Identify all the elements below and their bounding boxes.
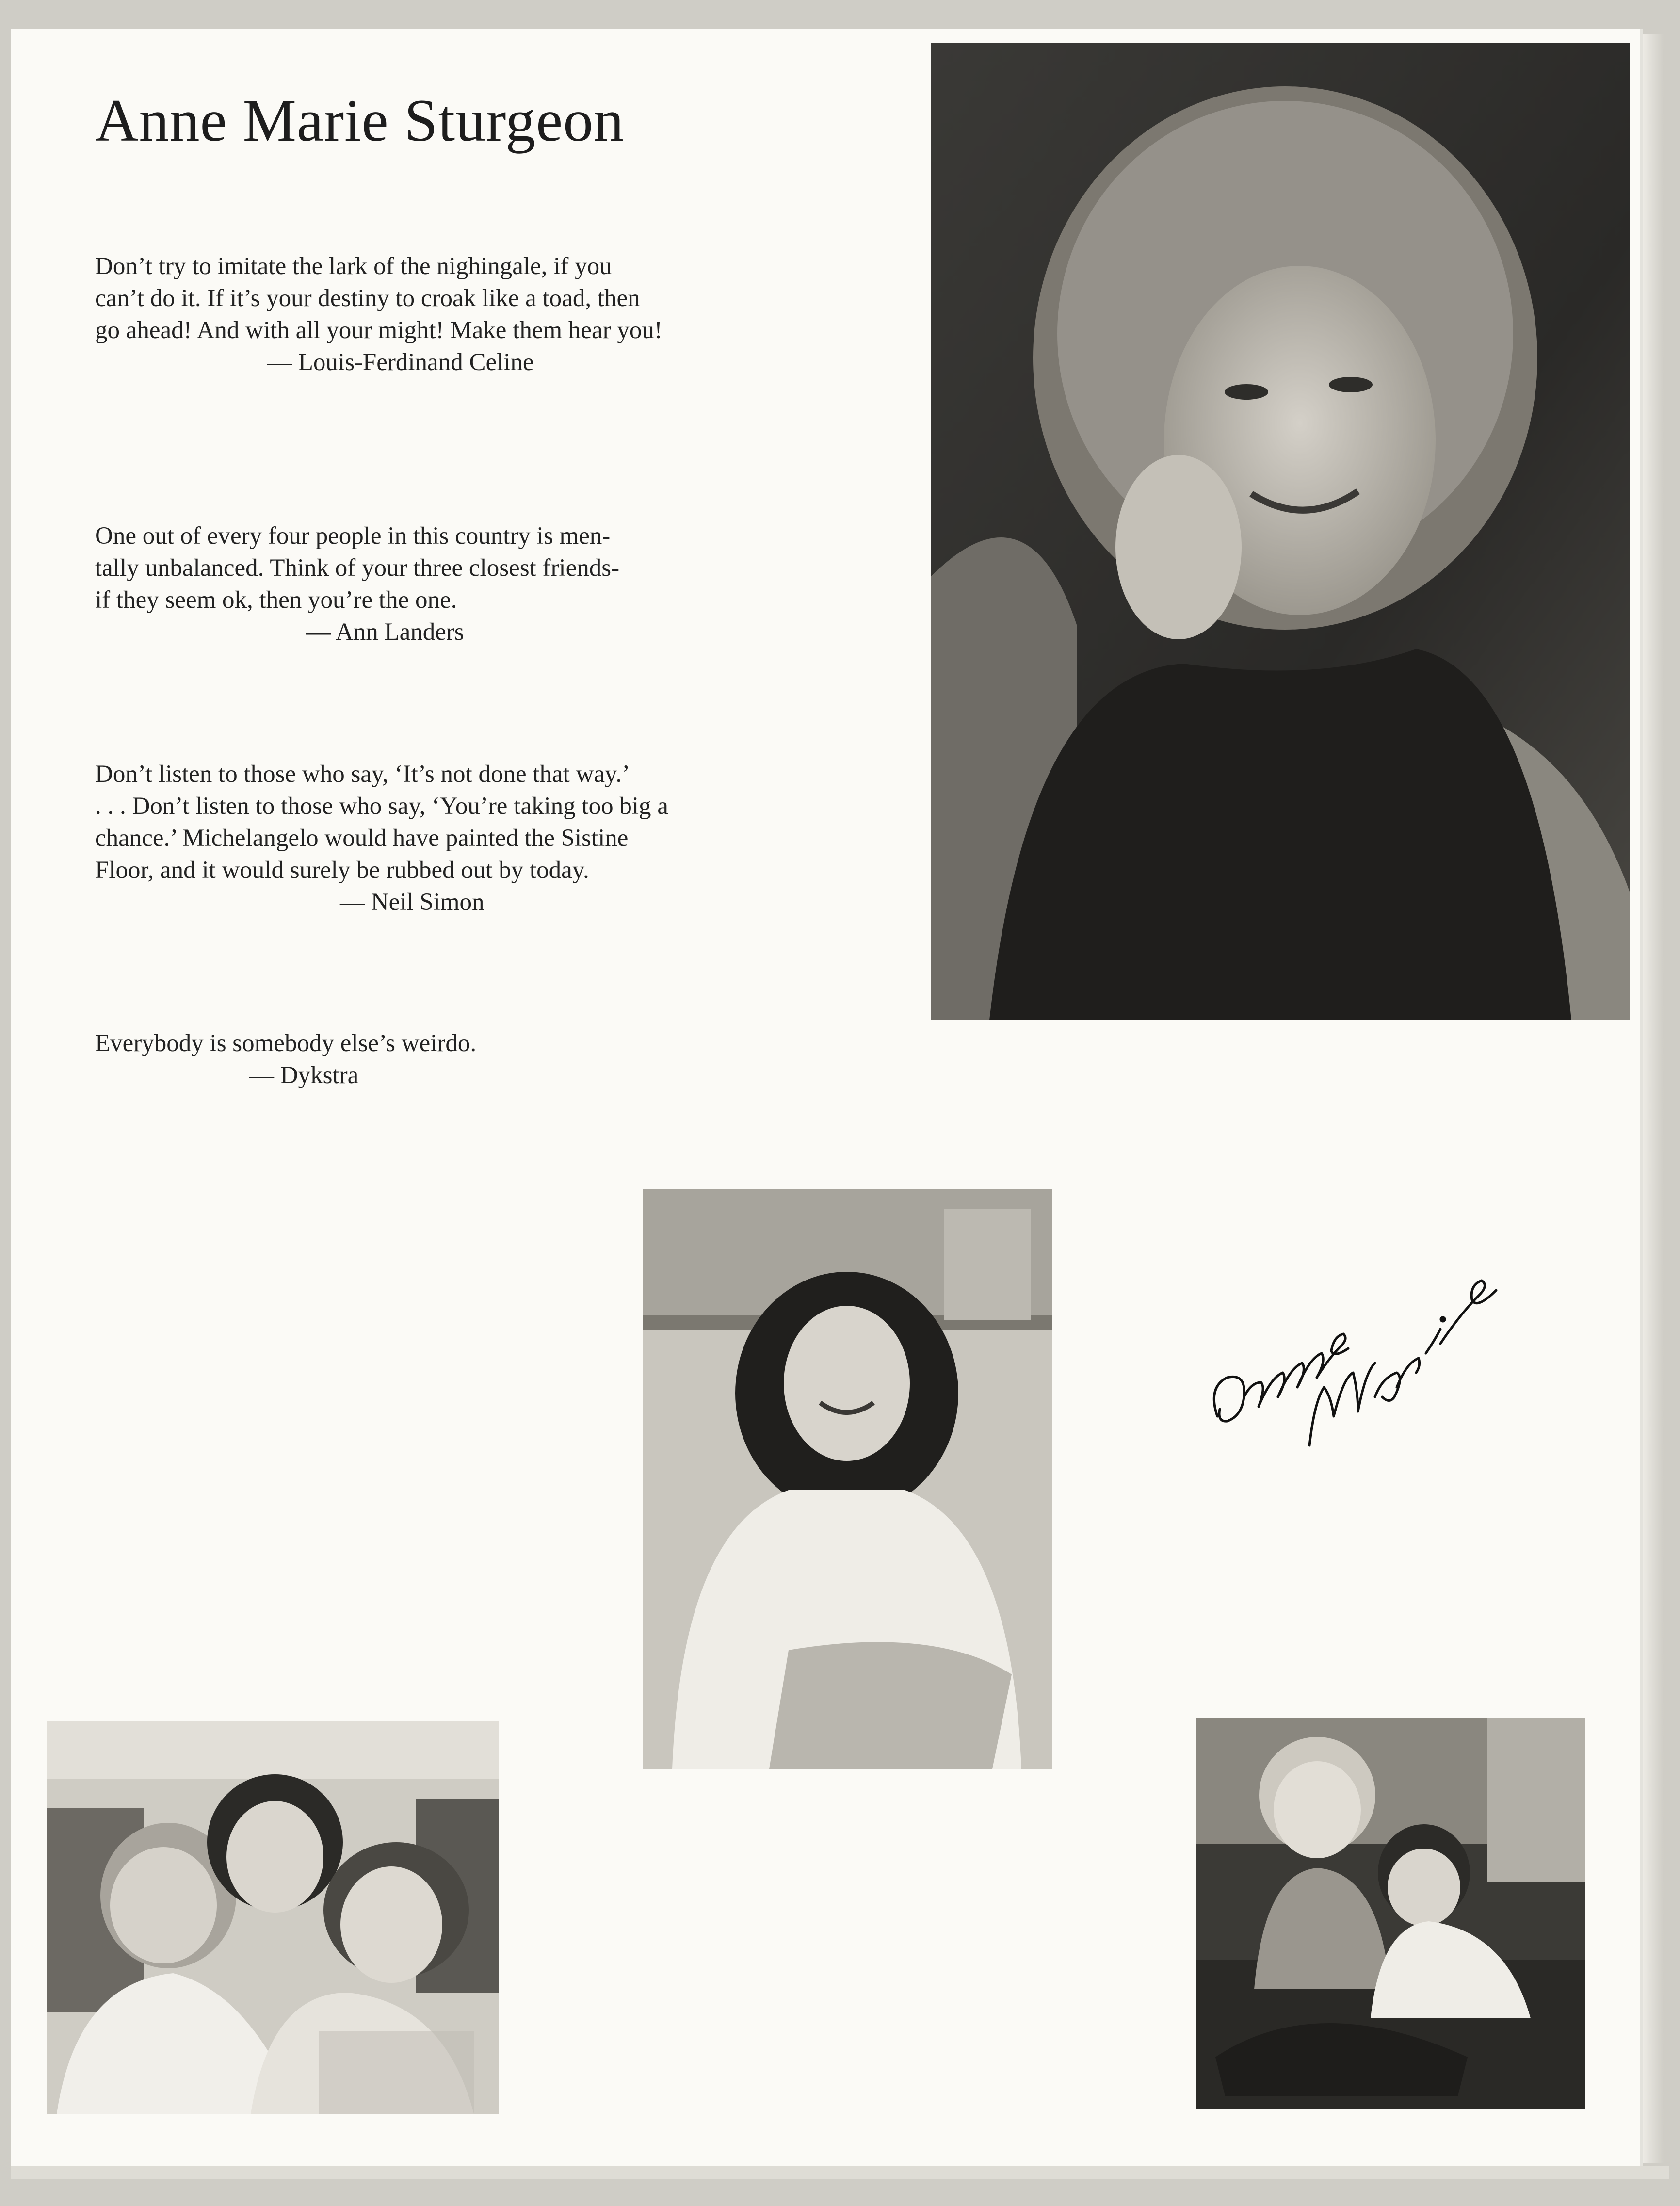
senior-portrait-photo [931, 43, 1630, 1020]
quote-attribution: — Ann Landers [306, 618, 464, 646]
snapshot-friends-photo [47, 1721, 499, 2114]
page-title: Anne Marie Sturgeon [95, 87, 625, 154]
quote-dykstra [95, 1027, 476, 1091]
quote-line: Everybody is somebody else’s weirdo. [95, 1030, 477, 1057]
quote-line: One out of every four people in this country is men- [95, 522, 611, 550]
quote-line: can’t do it. If it’s your destiny to croak like a toad, then [95, 285, 640, 312]
quote-attribution: — Louis-Ferdinand Celine [267, 349, 534, 376]
quote-line: Floor, and it would surely be rubbed out by today. [95, 857, 589, 884]
handwritten-signature [1198, 1242, 1513, 1455]
snapshot-sitting-photo [643, 1189, 1052, 1769]
quote-line: if they seem ok, then you’re the one. [95, 586, 457, 614]
quote-line: Don’t try to imitate the lark of the nighingale, if you [95, 253, 612, 280]
quote-line: tally unbalanced. Think of your three closest friends- [95, 554, 620, 582]
snapshot-childhood-photo [1196, 1718, 1585, 2109]
quote-line: Don’t listen to those who say, ‘It’s not done that way.’ [95, 761, 630, 788]
page-bottom-edge [11, 2166, 1669, 2179]
quote-line: go ahead! And with all your might! Make them hear you! [95, 317, 662, 344]
quote-line: chance.’ Michelangelo would have painted the Sistine [95, 825, 629, 852]
quote-line: . . . Don’t listen to those who say, ‘You’re taking too big a [95, 793, 668, 820]
quote-landers [95, 520, 619, 648]
quote-attribution: — Dykstra [249, 1062, 359, 1089]
quote-simon [95, 758, 668, 918]
quote-celine [95, 250, 662, 378]
quote-attribution: — Neil Simon [340, 889, 485, 916]
